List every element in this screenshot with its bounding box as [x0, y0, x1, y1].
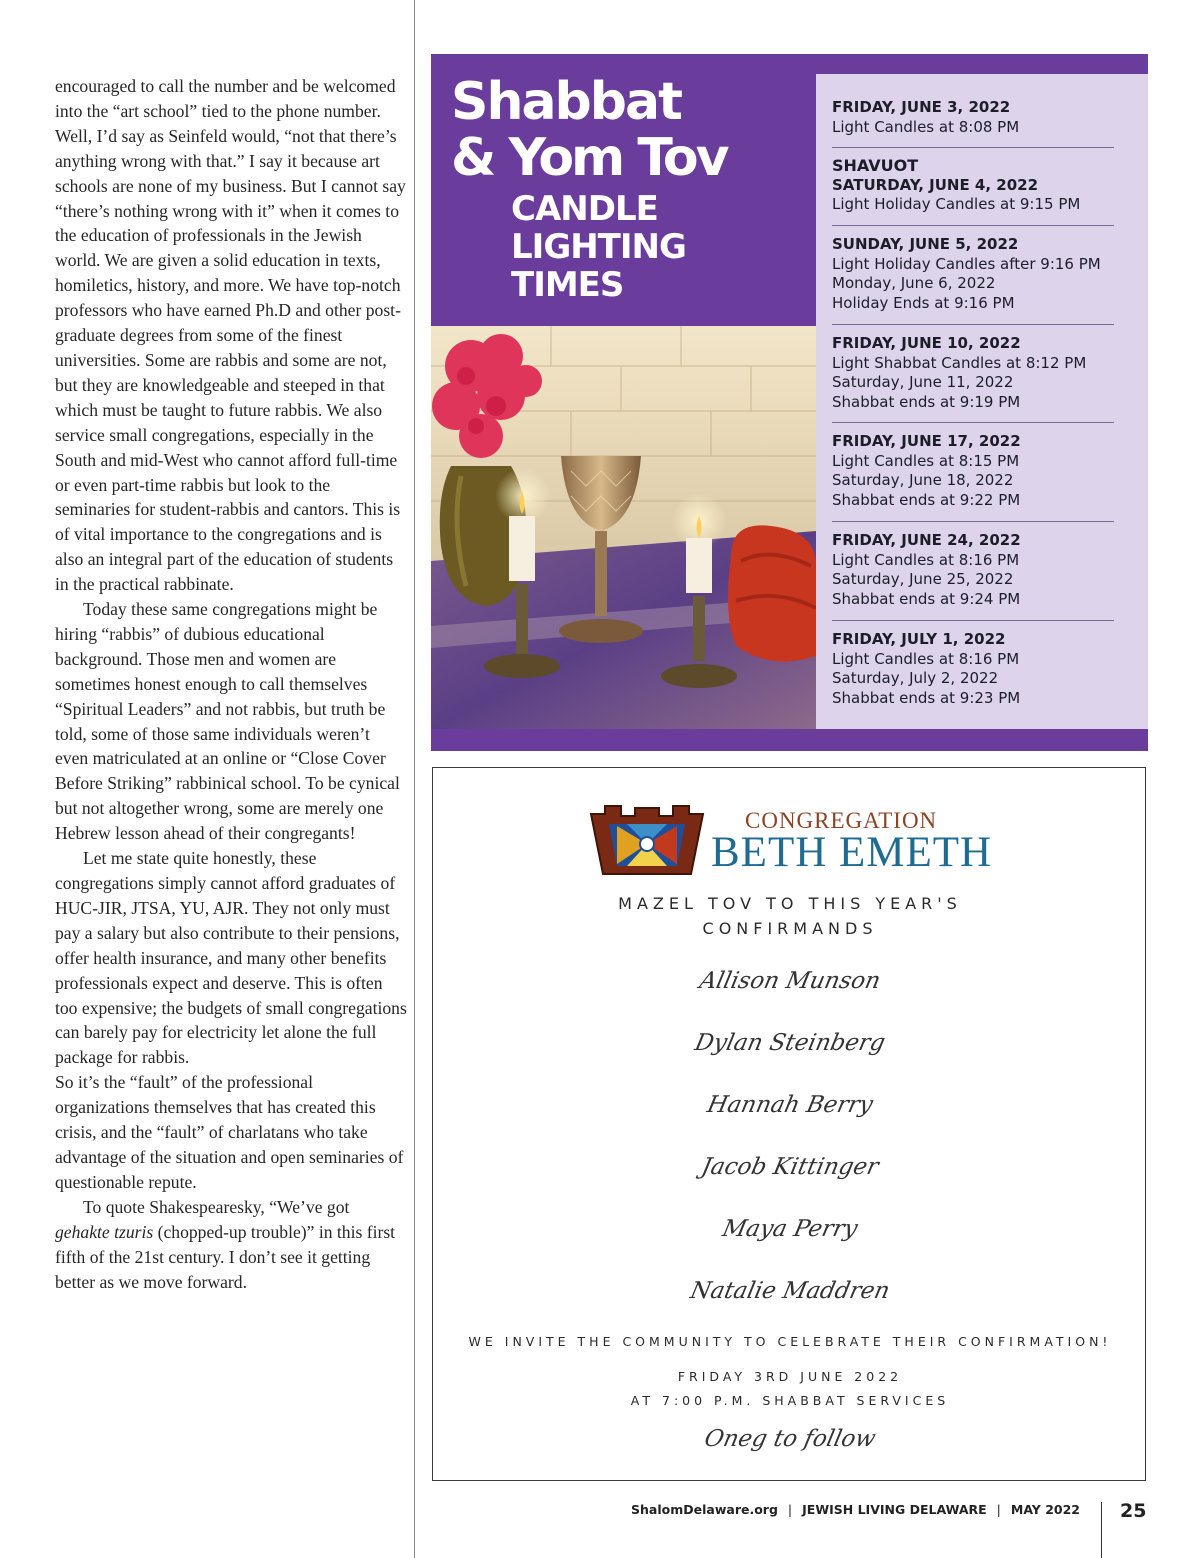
footer-rule: [1101, 1502, 1102, 1558]
article-italic-term: gehakte tzuris: [55, 1221, 154, 1242]
confirmand-name: Allison Munson: [697, 968, 883, 994]
entry-line: Light Holiday Candles at 9:15 PM: [832, 195, 1081, 213]
article-text: (chopped-up trouble)” in this first fifth of the 21st century. I don’t see it getting better as we move forward.: [55, 1221, 396, 1292]
crown-stained-glass-icon: [587, 804, 707, 876]
entry-line: Light Shabbat Candles at 8:12 PM: [832, 353, 1087, 372]
entry-line: Saturday, June 25, 2022: [832, 570, 1014, 588]
confirmands-heading: CONFIRMANDS: [702, 919, 878, 938]
article-paragraph-1: encouraged to call the number and be welcomed into the “art school” tied to the phone number. Well, I’d say as Seinfeld would, “not that there’s anything wrong with that.” I say it because art schools are none of my business. But I cannot say “there’s nothing wrong with it” when it comes to the education of professionals in the Jewish world. We are given a solid education in texts, homiletics, history, and more. We have top-notch professors who have earned Ph.D and other post-graduate degrees from some of the finest universities. Some are rabbis and some are not, but they are knowledgeable and steeped in that which must be taught to future rabbis. We also service small congregations, especially in the South and mid-West who cannot afford full-time or even part-time rabbis but look to the seminaries for student-rabbis and cantors. This is of vital importance to the congregations and is also an integral part of the education of students in the practical rabbinate.: [55, 76, 406, 595]
event-time: AT 7:00 P.M. SHABBAT SERVICES: [630, 1393, 950, 1408]
article-paragraph-3: Let me state quite honestly, these congregations simply cannot afford graduates of HUC-JIR, JTSA, YU, AJR. They not only must pay a salary but also contribute to their pensions, offer health insurance, and many other benefits professionals expect and deserve. This is often too expensive; the budgets of small congregations can barely pay for electricity let alone the full package for rabbis.: [55, 848, 407, 1068]
candle-times-panel: [816, 74, 1148, 729]
candle-entry: [832, 531, 1132, 609]
beth-emeth-logo: [587, 804, 997, 878]
logo-beth-emeth-text: BETH EMETH: [711, 829, 993, 876]
entry-line: Saturday, July 2, 2022: [832, 669, 999, 687]
entry-line: Shabbat ends at 9:23 PM: [832, 688, 1021, 707]
candle-lighting-box: [431, 54, 1148, 751]
article-column: [55, 74, 407, 1294]
subtitle-line: TIMES: [511, 265, 624, 305]
entry-date: FRIDAY, JUNE 17, 2022: [832, 432, 1021, 450]
entry-date: FRIDAY, JULY 1, 2022: [832, 630, 1006, 648]
candle-title-area: [431, 74, 816, 326]
subtitle-line: LIGHTING: [511, 227, 686, 267]
title-shabbat: Shabbat: [451, 72, 681, 132]
entry-line: Shabbat ends at 9:22 PM: [832, 490, 1021, 509]
entry-line: Saturday, June 18, 2022: [832, 471, 1014, 489]
column-divider: [414, 0, 415, 1558]
footer-pipe: |: [787, 1502, 793, 1517]
entry-date: SATURDAY, JUNE 4, 2022: [832, 175, 1039, 194]
entry-line: Shabbat ends at 9:24 PM: [832, 589, 1021, 608]
entry-separator: [832, 225, 1114, 226]
mazel-tov-heading: MAZEL TOV TO THIS YEAR'S: [618, 894, 962, 913]
footer-issue: MAY 2022: [1010, 1502, 1080, 1517]
candle-entry: [832, 235, 1132, 313]
article-text: To quote Shakespearesky, “We’ve got: [83, 1196, 350, 1217]
entry-line: Saturday, June 11, 2022: [832, 373, 1014, 391]
confirmand-name: Jacob Kittinger: [699, 1154, 881, 1180]
entry-separator: [832, 521, 1114, 522]
entry-holiday-heading: SHAVUOT: [832, 156, 919, 175]
article-paragraph-4: So it’s the “fault” of the professional organizations themselves that has created this crisis, and the “fault” of charlatans who take advantage of the situation and open seminaries of questionable repute.: [55, 1072, 404, 1192]
title-candle-lighting-times: [511, 190, 686, 304]
candle-entry: [832, 630, 1132, 708]
entry-line: Monday, June 6, 2022: [832, 274, 996, 292]
footer-site: ShalomDelaware.org: [631, 1502, 778, 1517]
candle-entry: [832, 98, 1132, 137]
confirmand-name: Natalie Maddren: [687, 1278, 893, 1304]
entry-line: Light Holiday Candles after 9:16 PM: [832, 254, 1101, 273]
shabbat-table-photo: [431, 326, 816, 729]
entry-date: SUNDAY, JUNE 5, 2022: [832, 235, 1019, 253]
title-yom-tov: & Yom Tov: [451, 128, 727, 188]
event-date: FRIDAY 3RD JUNE 2022: [677, 1369, 903, 1384]
shabbat-photo-illustration: [431, 326, 816, 729]
entry-line: Light Candles at 8:15 PM: [832, 451, 1020, 470]
article-paragraph-5: [55, 1195, 407, 1295]
invitation-text: WE INVITE THE COMMUNITY TO CELEBRATE THEIR CONFIRMATION!: [468, 1334, 1112, 1349]
candle-entry: [832, 156, 1132, 215]
article-paragraph-2: Today these same congregations might be hiring “rabbis” of dubious educational background. Those men and women are sometimes honest enough to call themselves “Spiritual Leaders” and not rabbis, but truth be told, some of those same individuals weren’t even matriculated at an online or “Close Cover Before Striking” rabbinical school. To be cynical but not altogether wrong, some are merely one Hebrew lesson ahead of their congregants!: [55, 599, 400, 844]
entry-line: Holiday Ends at 9:16 PM: [832, 293, 1015, 312]
entry-separator: [832, 422, 1114, 423]
confirmand-name: Hannah Berry: [704, 1092, 876, 1118]
entry-separator: [832, 147, 1114, 148]
confirmand-name: Maya Perry: [720, 1216, 860, 1242]
beth-emeth-ad: [432, 767, 1146, 1481]
page-number: 25: [1120, 1500, 1147, 1522]
oneg-note: Oneg to follow: [702, 1426, 878, 1452]
entry-date: FRIDAY, JUNE 10, 2022: [832, 334, 1021, 352]
candle-entry: [832, 334, 1132, 412]
entry-date: FRIDAY, JUNE 24, 2022: [832, 531, 1021, 549]
entry-line: Shabbat ends at 9:19 PM: [832, 392, 1021, 411]
logo-congregation-text: CONGREGATION: [745, 808, 938, 833]
entry-line: Light Candles at 8:08 PM: [832, 117, 1020, 136]
confirmand-name: Dylan Steinberg: [692, 1030, 888, 1056]
entry-separator: [832, 620, 1114, 621]
page-footer: [580, 1502, 1080, 1517]
entry-date: FRIDAY, JUNE 3, 2022: [832, 98, 1011, 116]
entry-separator: [832, 324, 1114, 325]
footer-pipe: |: [996, 1502, 1001, 1517]
candle-entry: [832, 432, 1132, 510]
entry-line: Light Candles at 8:16 PM: [832, 550, 1020, 569]
subtitle-line: CANDLE: [511, 189, 658, 229]
footer-publication: JEWISH LIVING DELAWARE: [802, 1502, 987, 1517]
entry-line: Light Candles at 8:16 PM: [832, 649, 1020, 668]
